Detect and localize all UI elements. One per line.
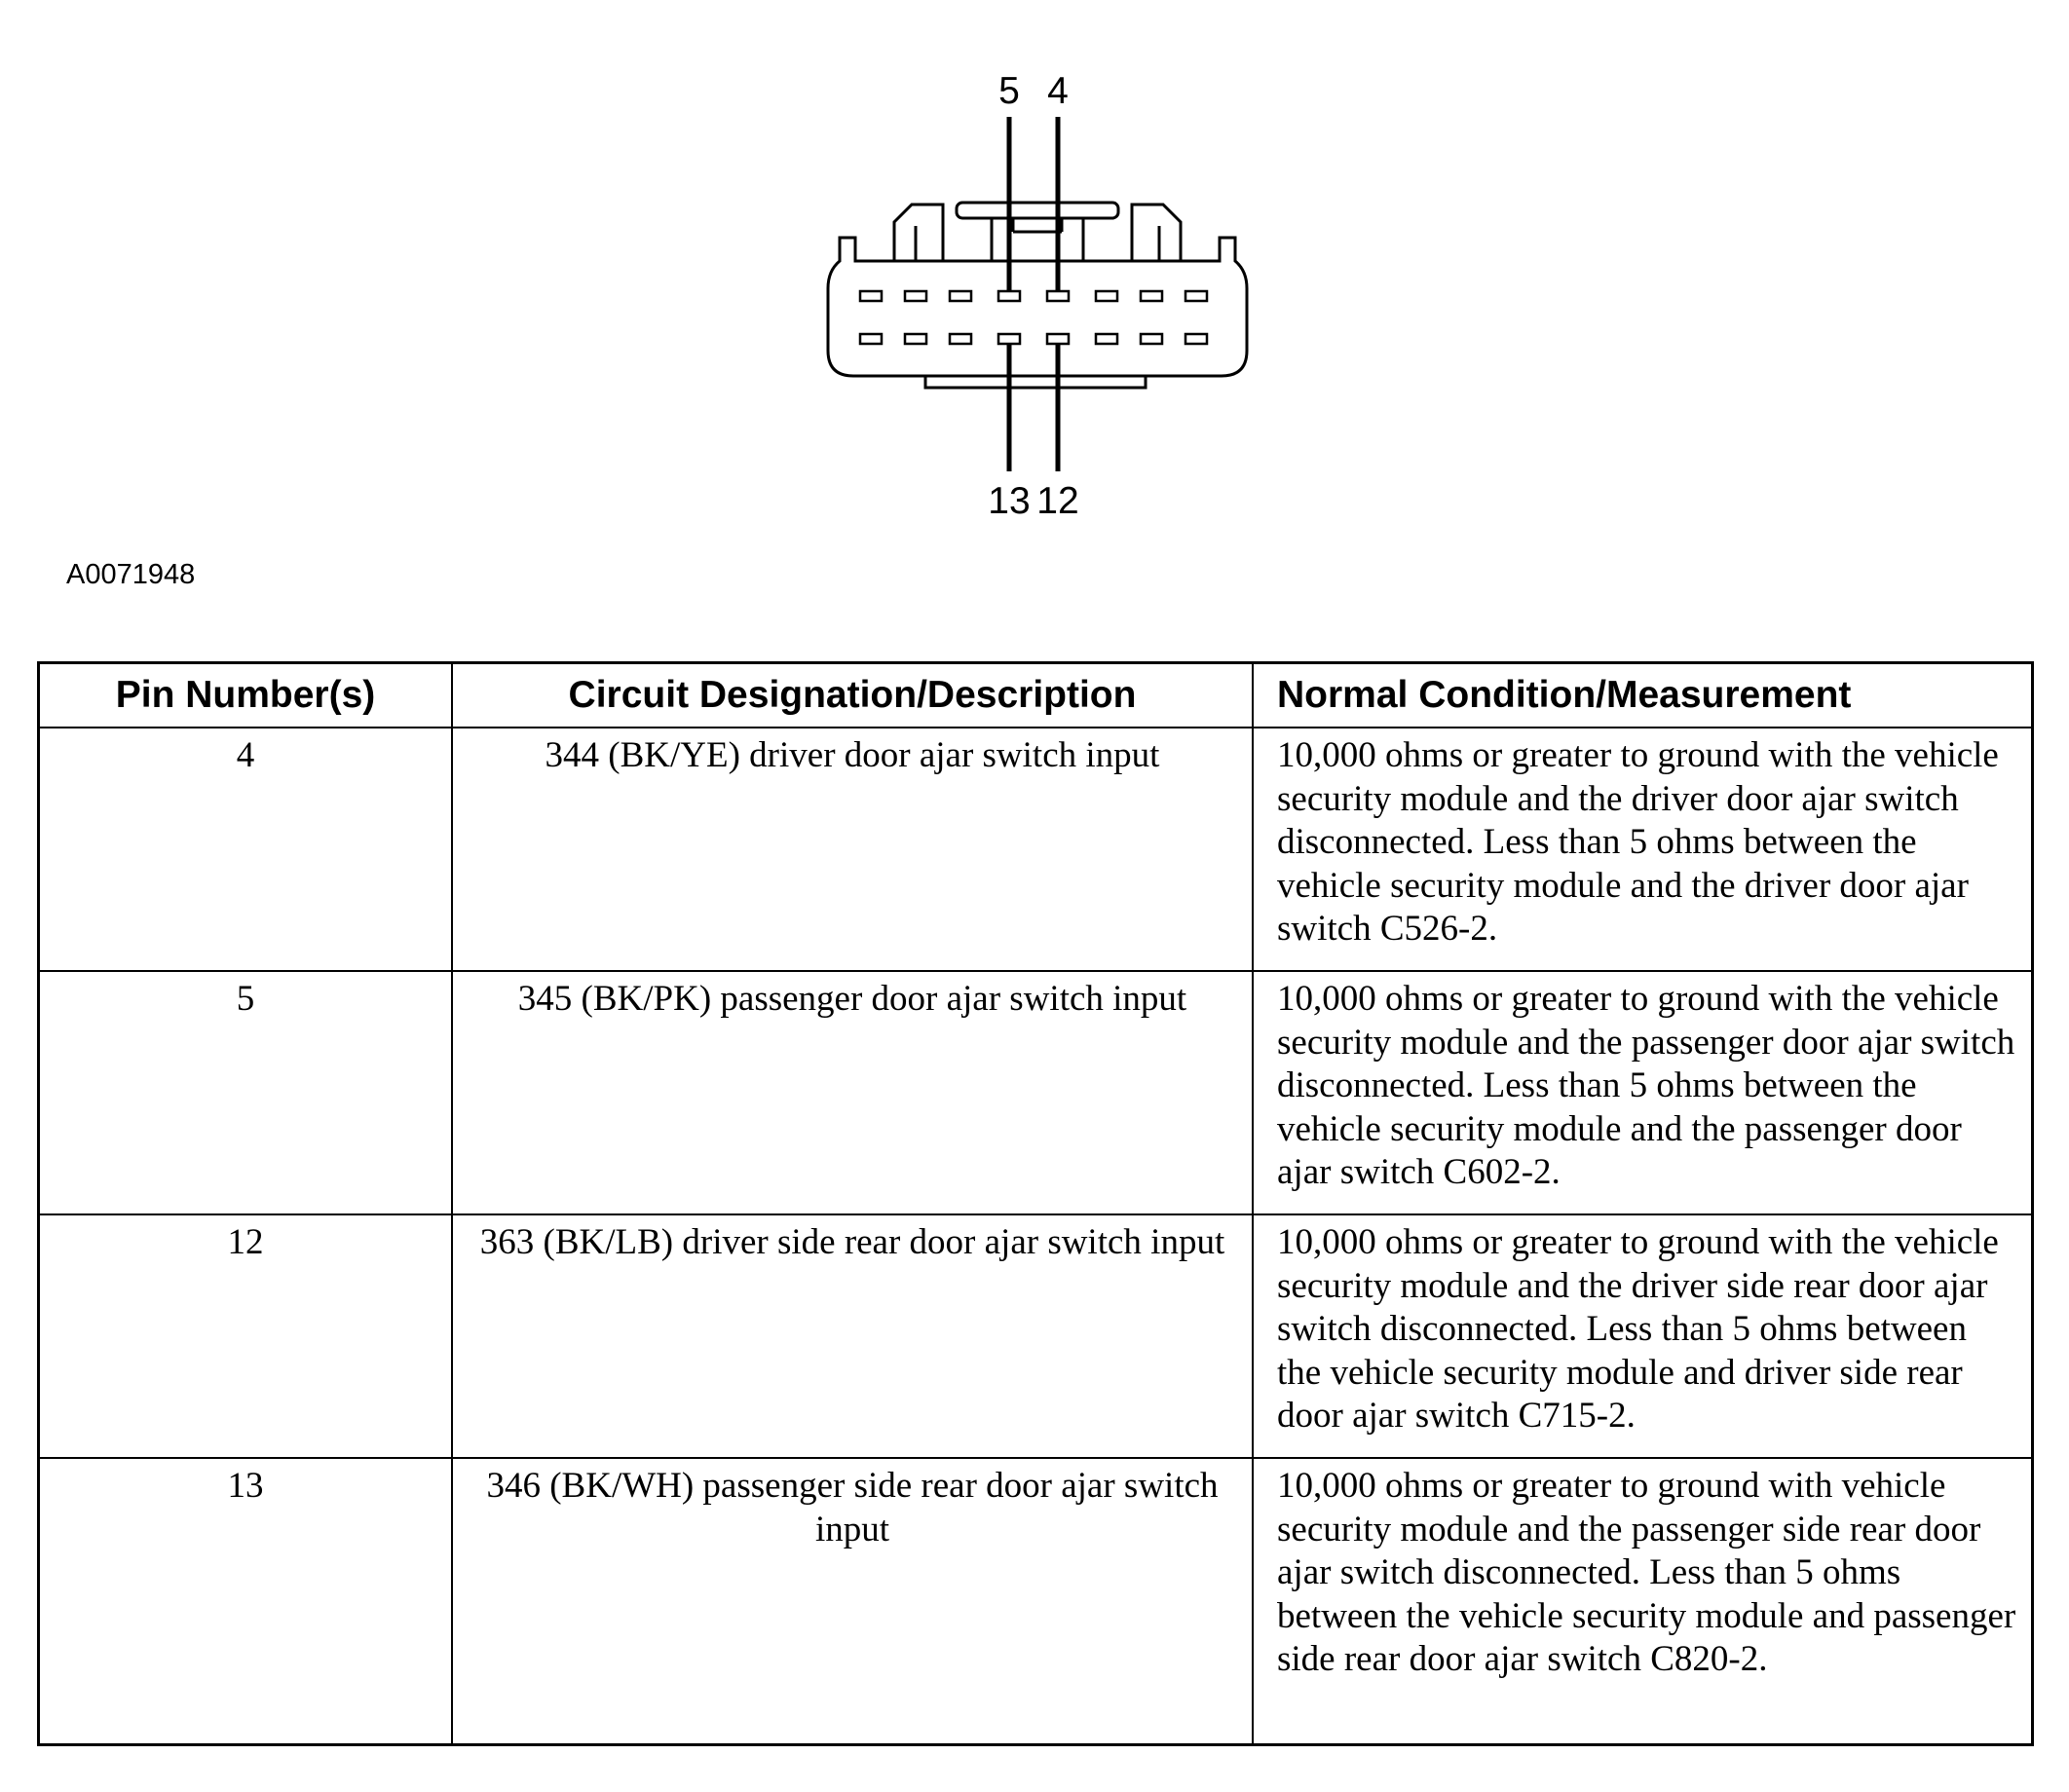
pin-cavity bbox=[1096, 291, 1117, 301]
pin-cavity bbox=[1185, 291, 1207, 301]
pin-cavities bbox=[860, 291, 1207, 344]
pin-cavity bbox=[1141, 291, 1162, 301]
pin-number-cell: 4 bbox=[39, 728, 453, 971]
pin-cavity bbox=[1047, 334, 1069, 344]
table-row bbox=[39, 971, 2033, 1214]
pin-label-12: 12 bbox=[1036, 480, 1079, 522]
pin-cavity bbox=[1141, 334, 1162, 344]
pin-cavity bbox=[998, 291, 1020, 301]
figure-id: A0071948 bbox=[66, 559, 196, 590]
connector-diagram bbox=[0, 0, 2069, 545]
table-row bbox=[39, 728, 2033, 971]
pin-label-13: 13 bbox=[988, 480, 1031, 522]
measurement-cell: 10,000 ohms or greater to ground with vehicle security module and the passenger side rear door ajar switch disconnected. Less than 5 ohms between the vehicle security module and passenger side rear door ajar switch C820-2. bbox=[1253, 1458, 2033, 1745]
pin-cavity bbox=[950, 334, 971, 344]
pin-label-5: 5 bbox=[998, 70, 1020, 112]
circuit-cell: 363 (BK/LB) driver side rear door ajar switch input bbox=[452, 1214, 1253, 1458]
pin-cavity bbox=[1047, 291, 1069, 301]
circuit-cell: 345 (BK/PK) passenger door ajar switch input bbox=[452, 971, 1253, 1214]
circuit-cell: 346 (BK/WH) passenger side rear door ajar switch input bbox=[452, 1458, 1253, 1745]
pin-cavity bbox=[1096, 334, 1117, 344]
circuit-cell: 344 (BK/YE) driver door ajar switch input bbox=[452, 728, 1253, 971]
header-circuit-designation: Circuit Designation/Description bbox=[452, 663, 1253, 728]
pin-number-cell: 12 bbox=[39, 1214, 453, 1458]
pin-number-cell: 13 bbox=[39, 1458, 453, 1745]
header-normal-condition: Normal Condition/Measurement bbox=[1253, 663, 2033, 728]
pin-cavity bbox=[860, 334, 882, 344]
connector-outline bbox=[828, 203, 1247, 388]
table-row bbox=[39, 1458, 2033, 1745]
pin-cavity bbox=[998, 334, 1020, 344]
pin-cavity bbox=[860, 291, 882, 301]
pin-label-4: 4 bbox=[1047, 70, 1069, 112]
pin-table bbox=[37, 661, 2034, 1746]
pin-cavity bbox=[905, 291, 926, 301]
header-pin-numbers: Pin Number(s) bbox=[39, 663, 453, 728]
measurement-cell: 10,000 ohms or greater to ground with the vehicle security module and the driver side rear door ajar switch disconnected. Less than 5 ohms between the vehicle security module and driver side rear door ajar switch C715-2. bbox=[1253, 1214, 2033, 1458]
pin-cavity bbox=[950, 291, 971, 301]
measurement-cell: 10,000 ohms or greater to ground with the vehicle security module and the driver door ajar switch disconnected. Less than 5 ohms between the vehicle security module and the driver door ajar switch C526-2. bbox=[1253, 728, 2033, 971]
pin-cavity bbox=[1185, 334, 1207, 344]
measurement-cell: 10,000 ohms or greater to ground with the vehicle security module and the passenger door ajar switch disconnected. Less than 5 ohms between the vehicle security module and the passenger door ajar switch C602-2. bbox=[1253, 971, 2033, 1214]
pin-cavity bbox=[905, 334, 926, 344]
table-header-row bbox=[39, 663, 2033, 728]
table-row bbox=[39, 1214, 2033, 1458]
pin-number-cell: 5 bbox=[39, 971, 453, 1214]
